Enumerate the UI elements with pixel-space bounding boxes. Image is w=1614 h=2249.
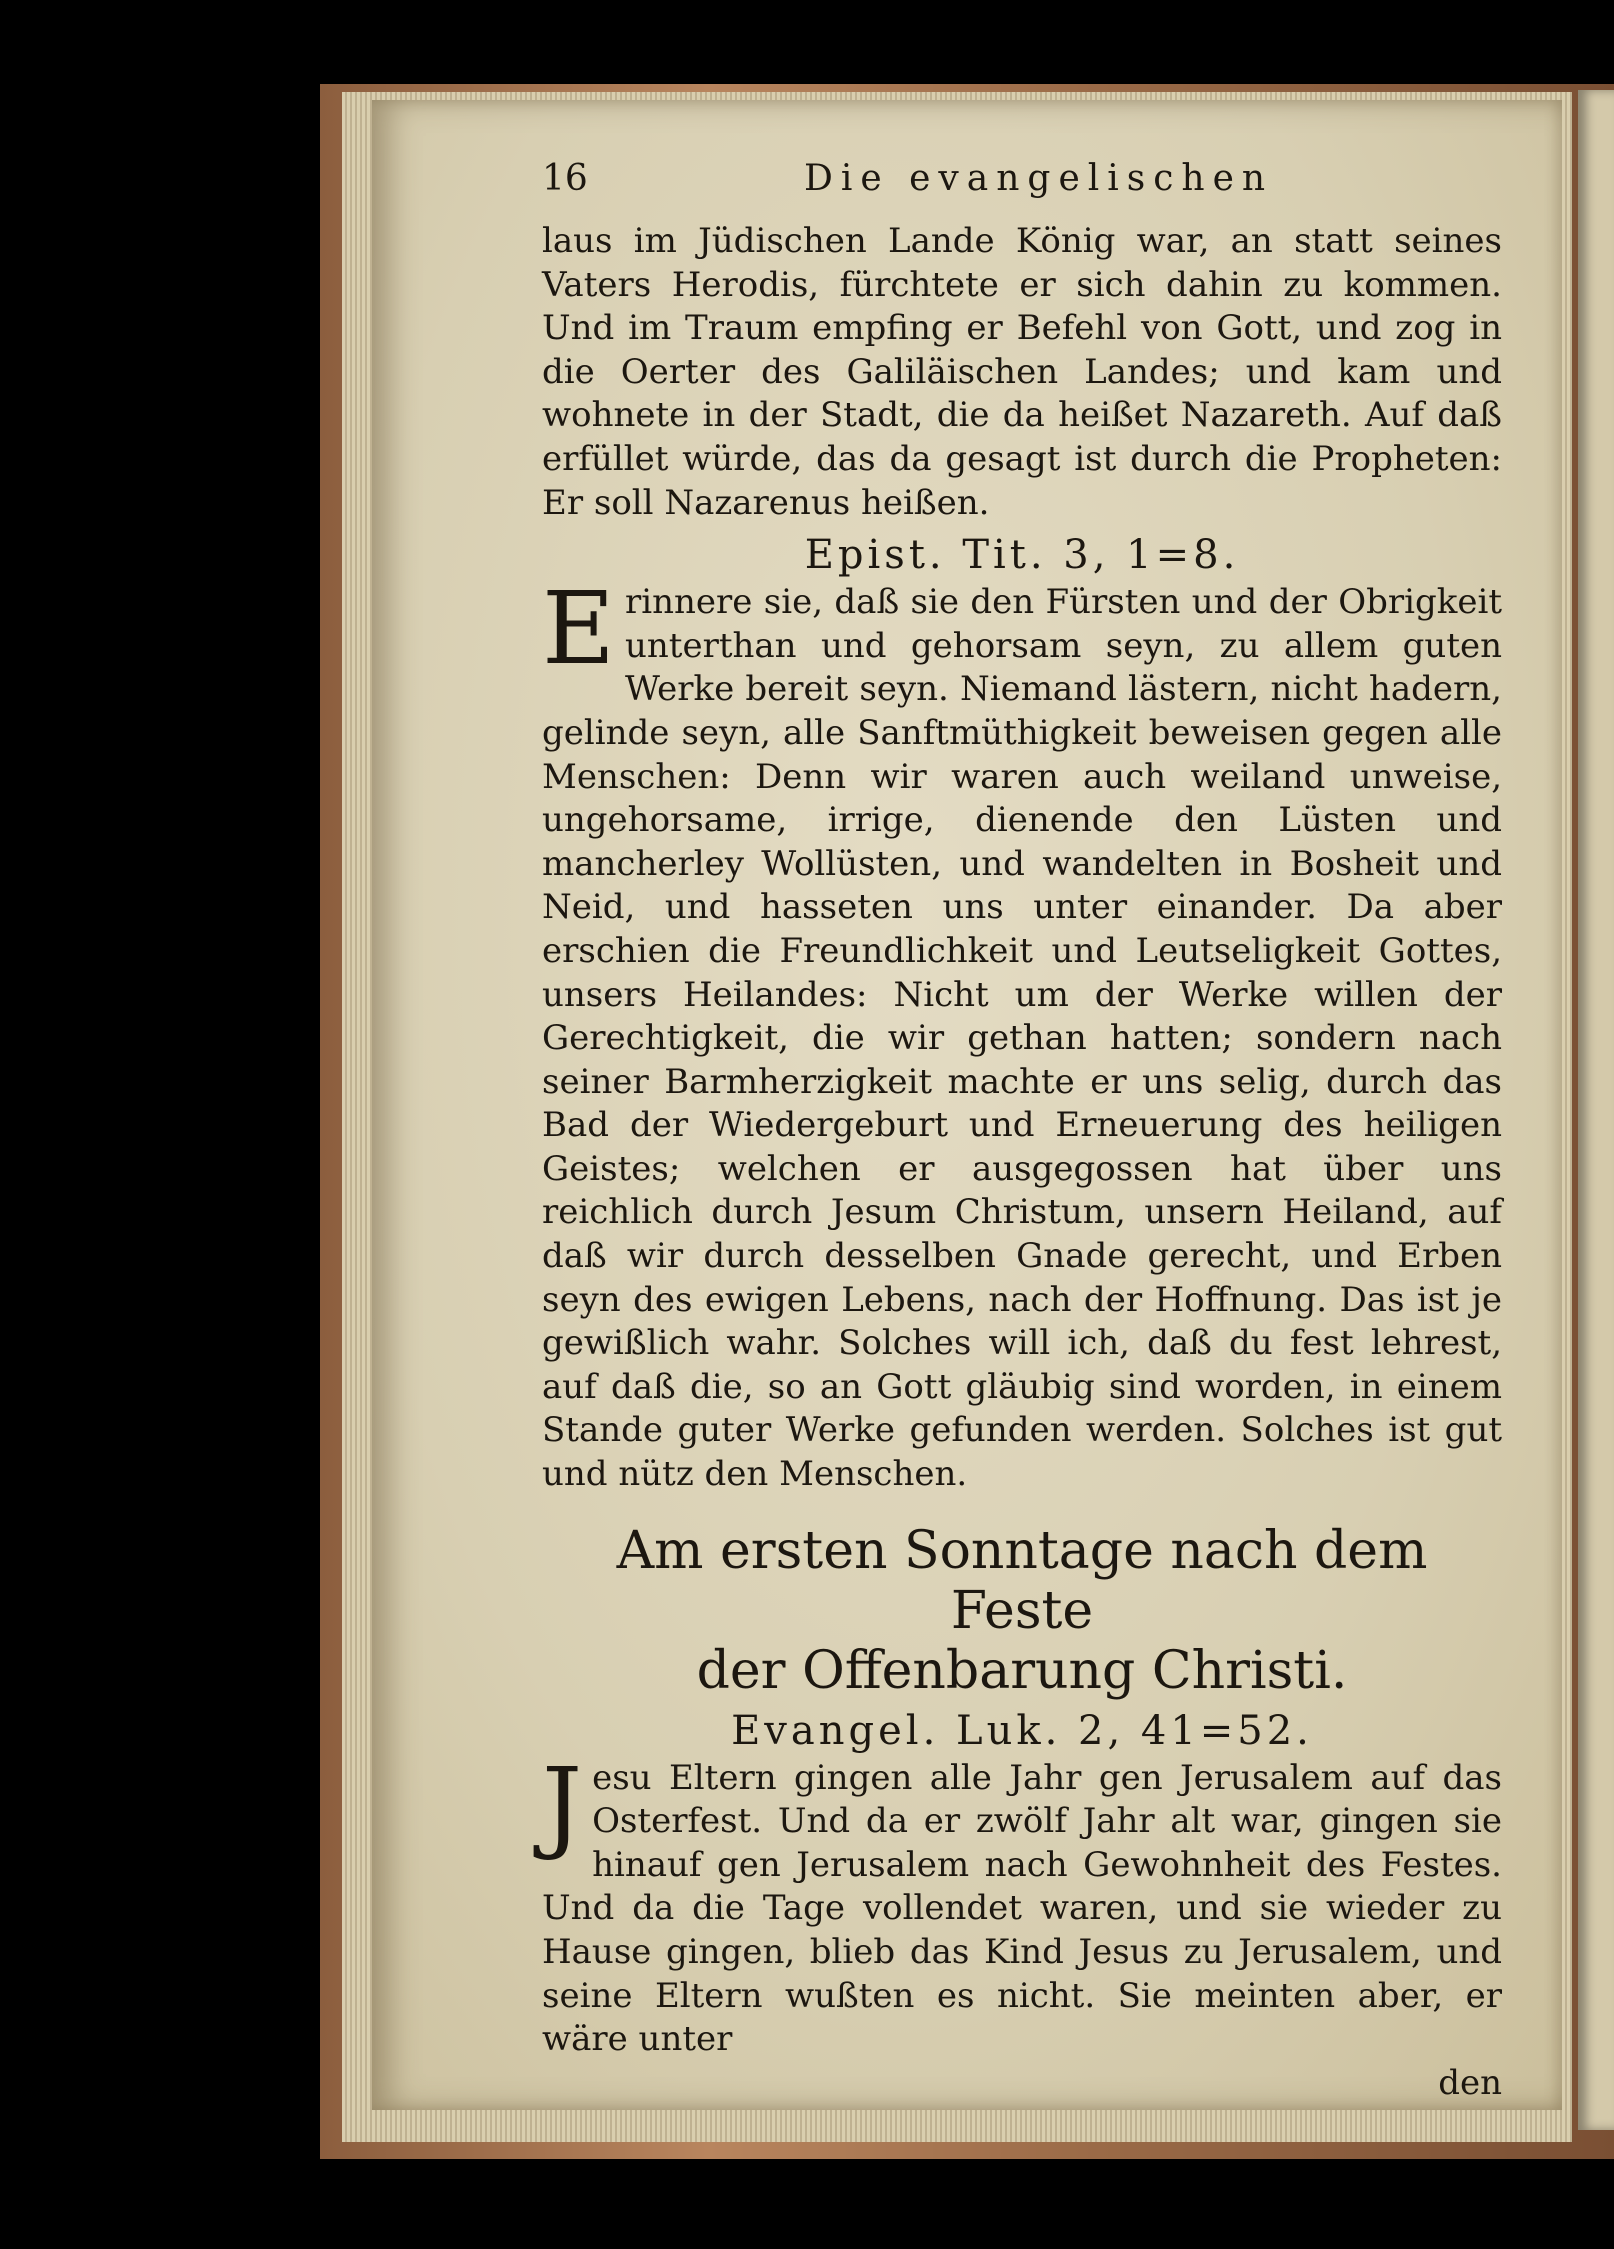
- gospel-paragraph: [542, 1745, 1502, 2062]
- gospel-heading: Evangel. Luk. 2, 41=52.: [731, 1707, 1313, 1754]
- drop-initial: J: [542, 1745, 583, 1863]
- section-title-line-1: Am ersten Sonntage nach dem Feste: [616, 1520, 1428, 1641]
- page-number: 16: [542, 158, 588, 199]
- running-head: Die evangelischen: [804, 158, 1274, 199]
- drop-initial: E: [542, 570, 615, 688]
- gospel-continuation: laus im Jüdischen Lande König war, an statt seines Vaters Herodis, fürchtete er sich dahin zu kommen. Und im Traum empfing er Befehl von Gott, und zog in die Oerter des Galiläischen Landes; und kam und wohnete in der Stadt, die da heißet Nazareth. Auf daß erfüllet würde, das da gesagt ist durch die Propheten: Er soll Nazarenus heißen.: [542, 221, 1502, 523]
- catchword: den: [1438, 2062, 1502, 2103]
- epistle-paragraph: [542, 570, 1502, 1496]
- gospel-text: esu Eltern gingen alle Jahr gen Jerusalem auf das Osterfest. Und da er zwölf Jahr alt war, gingen sie hinauf gen Jerusalem nach Gewohnheit des Festes. Und da die Tage vollendet waren, und sie wieder zu Hause gingen, blieb das Kind Jesus zu Jerusalem, und seine Eltern wußten es nicht. Sie meinten aber, er wäre unter: [542, 1757, 1502, 2060]
- section-title: [542, 1521, 1502, 1701]
- book-page: [372, 100, 1562, 2110]
- page-text-block: [542, 130, 1502, 2105]
- epistle-heading: Epist. Tit. 3, 1=8.: [804, 532, 1240, 579]
- page-header: [542, 130, 1502, 220]
- epistle-text: rinnere sie, daß sie den Fürsten und der Obrigkeit unterthan und gehorsam seyn, zu allem guten Werke bereit seyn. Niemand lästern, nicht hadern, gelinde seyn, alle Sanftmüthigkeit beweisen gegen alle Menschen: Denn wir waren auch weiland unweise, ungehorsame, irrige, dienende den Lüsten und mancherley Wollüsten, und wandelten in Bosheit und Neid, und hasseten uns unter einander. Da aber erschien die Freundlichkeit und Leutseligkeit Gottes, unsers Heilandes: Nicht um der Werke willen der Gerechtigkeit, die wir gethan hatten; sondern nach seiner Barmherzigkeit machte er uns selig, durch das Bad der Wiedergeburt und Erneuerung des heiligen Geistes; welchen er ausgegossen hat über uns reichlich durch Jesum Christum, unsern Heiland, auf daß wir durch desselben Gnade gerecht, und Erben seyn des ewigen Lebens, nach der Hoffnung. Das ist je gewißlich wahr. Solches will ich, daß du fest lehrest, auf daß die, so an Gott gläubig sind worden, in einem Stande guter Werke gefunden werden. Solches ist gut und nütz den Menschen.: [542, 582, 1502, 1495]
- facing-page-edge: [1578, 90, 1614, 2130]
- section-title-line-2: der Offenbarung Christi.: [696, 1640, 1348, 1701]
